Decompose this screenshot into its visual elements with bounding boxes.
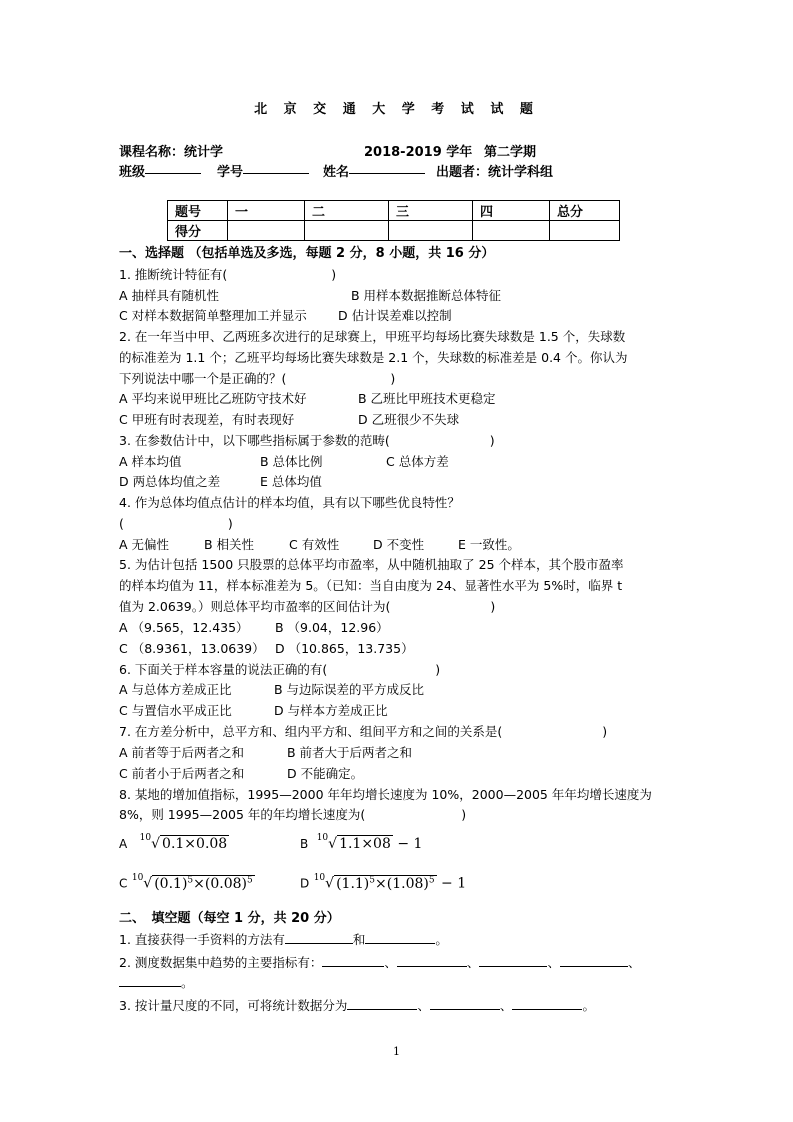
fill-q1: 1. 直接获得一手资料的方法有 和 。 [119, 932, 448, 947]
q7-option-b[interactable]: B 前者大于后两者之和 [287, 745, 413, 760]
q7-stem: 7. 在方差分析中，总平方和、组内平方和、组间平方和之间的关系是( ) [119, 724, 608, 739]
score-col-total: 总分 [550, 201, 620, 221]
q4-option-d[interactable]: D 不变性 [373, 537, 425, 552]
page-title: 北 京 交 通 大 学 考 试 试 题 [254, 102, 539, 117]
q4-option-e[interactable]: E 一致性。 [458, 537, 520, 552]
q4-option-b[interactable]: B 相关性 [204, 537, 255, 552]
q8-option-d[interactable]: D $^{10}$√ $(1.1)^5\times(1.08)^5 - 1$ [300, 872, 467, 892]
q2-line-3: 下列说法中哪一个是正确的？( ) [119, 371, 396, 386]
q2-line-2: 的标准差为 1.1 个；乙班平均每场比赛失球数是 2.1 个，失球数的标准差是 0.4 个。你认为 [119, 350, 628, 365]
fill-q3-blank-3[interactable] [512, 997, 582, 1010]
fill-q1-blank-1[interactable] [285, 931, 353, 944]
score-table-score-row [168, 221, 620, 241]
score-cell-total[interactable] [550, 221, 620, 241]
page-number: 1 [393, 1045, 400, 1058]
q8-line-1: 8. 某地的增加值指标，1995—2000 年年均增长速度为 10%，2000—2005 年年均增长速度为 [119, 787, 652, 802]
q2-option-c[interactable]: C 甲班有时表现差，有时表现好 [119, 412, 295, 427]
name-label: 姓名 [323, 165, 350, 180]
fill-q2-blank-1[interactable] [322, 954, 384, 967]
q5-line-2: 的样本均值为 11，样本标准差为 5。（已知：当自由度为 24、显著性水平为 5%时，临界 t [119, 578, 623, 593]
q1-option-d[interactable]: D 估计误差难以控制 [338, 308, 452, 323]
score-row-label: 得分 [168, 221, 228, 241]
q4-option-a[interactable]: A 无偏性 [119, 537, 170, 552]
q3-option-d[interactable]: D 两总体均值之差 [119, 474, 221, 489]
fill-q2: 2. 测度数据集中趋势的主要指标有： 、 、 、 、 [119, 955, 641, 970]
student-id-field[interactable] [217, 161, 243, 180]
q3-option-e[interactable]: E 总体均值 [260, 474, 322, 489]
course-name: 课程名称：统计学 [119, 145, 224, 160]
q2-line-1: 2. 在一年当中甲、乙两班多次进行的足球赛上，甲班平均每场比赛失球数是 1.5 个，失球数 [119, 329, 626, 344]
q2-option-a[interactable]: A 平均来说甲班比乙班防守技术好 [119, 391, 307, 406]
fill-q1-blank-2[interactable] [365, 931, 435, 944]
q1-option-b[interactable]: B 用样本数据推断总体特征 [351, 288, 502, 303]
q7-option-d[interactable]: D 不能确定。 [287, 766, 364, 781]
q1-option-c[interactable]: C 对样本数据简单整理加工并显示 [119, 308, 307, 323]
q6-option-a[interactable]: A 与总体方差成正比 [119, 682, 232, 697]
q5-option-c[interactable]: C （8.9361，13.0639） [119, 641, 265, 656]
q1-stem: 1. 推断统计特征有( ) [119, 267, 337, 282]
q6-stem: 6. 下面关于样本容量的说法正确的有( ) [119, 662, 441, 677]
score-cell-2[interactable] [305, 221, 389, 241]
score-col-4: 四 [473, 201, 550, 221]
q5-line-3: 值为 2.0639。）则总体平均市盈率的区间估计为( ) [119, 599, 496, 614]
academic-year: 2018-2019 学年 [364, 145, 473, 160]
fill-q2-blank-3[interactable] [479, 954, 547, 967]
score-cell-1[interactable] [228, 221, 305, 241]
score-cell-3[interactable] [389, 221, 473, 241]
q3-stem: 3. 在参数估计中，以下哪些指标属于参数的范畴( ) [119, 433, 495, 448]
score-table [167, 200, 620, 241]
score-col-2: 二 [305, 201, 389, 221]
fill-q2-blank-4[interactable] [560, 954, 628, 967]
q3-option-b[interactable]: B 总体比例 [260, 454, 323, 469]
score-col-3: 三 [389, 201, 473, 221]
q5-line-1: 5. 为估计包括 1500 只股票的总体平均市盈率，从中随机抽取了 25 个样本，其个股市盈率 [119, 557, 624, 572]
q3-option-a[interactable]: A 样本均值 [119, 454, 182, 469]
author: 出题者：统计学科组 [436, 165, 554, 180]
id-label: 学号 [217, 165, 244, 180]
q8-option-c[interactable]: C $^{10}$√ $(0.1)^5\times(0.08)^5$ [119, 872, 253, 892]
q5-option-d[interactable]: D （10.865，13.735） [275, 641, 414, 656]
fill-q3: 3. 按计量尺度的不同，可将统计数据分为 、 、 。 [119, 998, 595, 1013]
q8-line-2: 8%，则 1995—2005 年的年均增长速度为( ) [119, 807, 467, 822]
q2-option-b[interactable]: B 乙班比甲班技术更稳定 [358, 391, 496, 406]
q7-option-a[interactable]: A 前者等于后两者之和 [119, 745, 245, 760]
q5-option-b[interactable]: B （9.04，12.96） [275, 620, 389, 635]
fill-q2-cont: 。 [119, 974, 194, 992]
q1-option-a[interactable]: A 抽样具有随机性 [119, 288, 220, 303]
q4-option-c[interactable]: C 有效性 [289, 537, 340, 552]
q5-option-a[interactable]: A （9.565，12.435） [119, 620, 249, 635]
fill-q2-blank-2[interactable] [397, 954, 467, 967]
score-col-1: 一 [228, 201, 305, 221]
q6-option-b[interactable]: B 与边际误差的平方成反比 [274, 682, 425, 697]
score-col-label: 题号 [168, 201, 228, 221]
section2-title: 二、 填空题（每空 1 分，共 20 分） [119, 911, 340, 926]
fill-q2-blank-5[interactable] [119, 974, 181, 987]
score-cell-4[interactable] [473, 221, 550, 241]
section1-title: 一、选择题 （包括单选及多选，每题 2 分，8 小题，共 16 分） [119, 246, 495, 261]
q3-option-c[interactable]: C 总体方差 [386, 454, 449, 469]
class-field[interactable] [119, 161, 145, 180]
class-label: 班级 [119, 165, 146, 180]
q8-option-b[interactable]: B $^{10}$√ 1.1×08 − 1 [300, 833, 423, 852]
name-field[interactable] [323, 161, 349, 180]
fill-q3-blank-1[interactable] [347, 997, 417, 1010]
q4-stem: 4. 作为总体均值点估计的样本均值，具有以下哪些优良特性？ [119, 495, 460, 510]
q8-option-a[interactable]: A $^{10}$√ 0.1×0.08 [119, 833, 228, 852]
term: 第二学期 [484, 145, 537, 160]
fill-q3-blank-2[interactable] [430, 997, 500, 1010]
q6-option-d[interactable]: D 与样本方差成正比 [274, 703, 388, 718]
q4-answer[interactable]: ( ) [119, 516, 233, 531]
q2-option-d[interactable]: D 乙班很少不失球 [358, 412, 460, 427]
q6-option-c[interactable]: C 与置信水平成正比 [119, 703, 232, 718]
q7-option-c[interactable]: C 前者小于后两者之和 [119, 766, 245, 781]
score-table-header-row [168, 201, 620, 221]
